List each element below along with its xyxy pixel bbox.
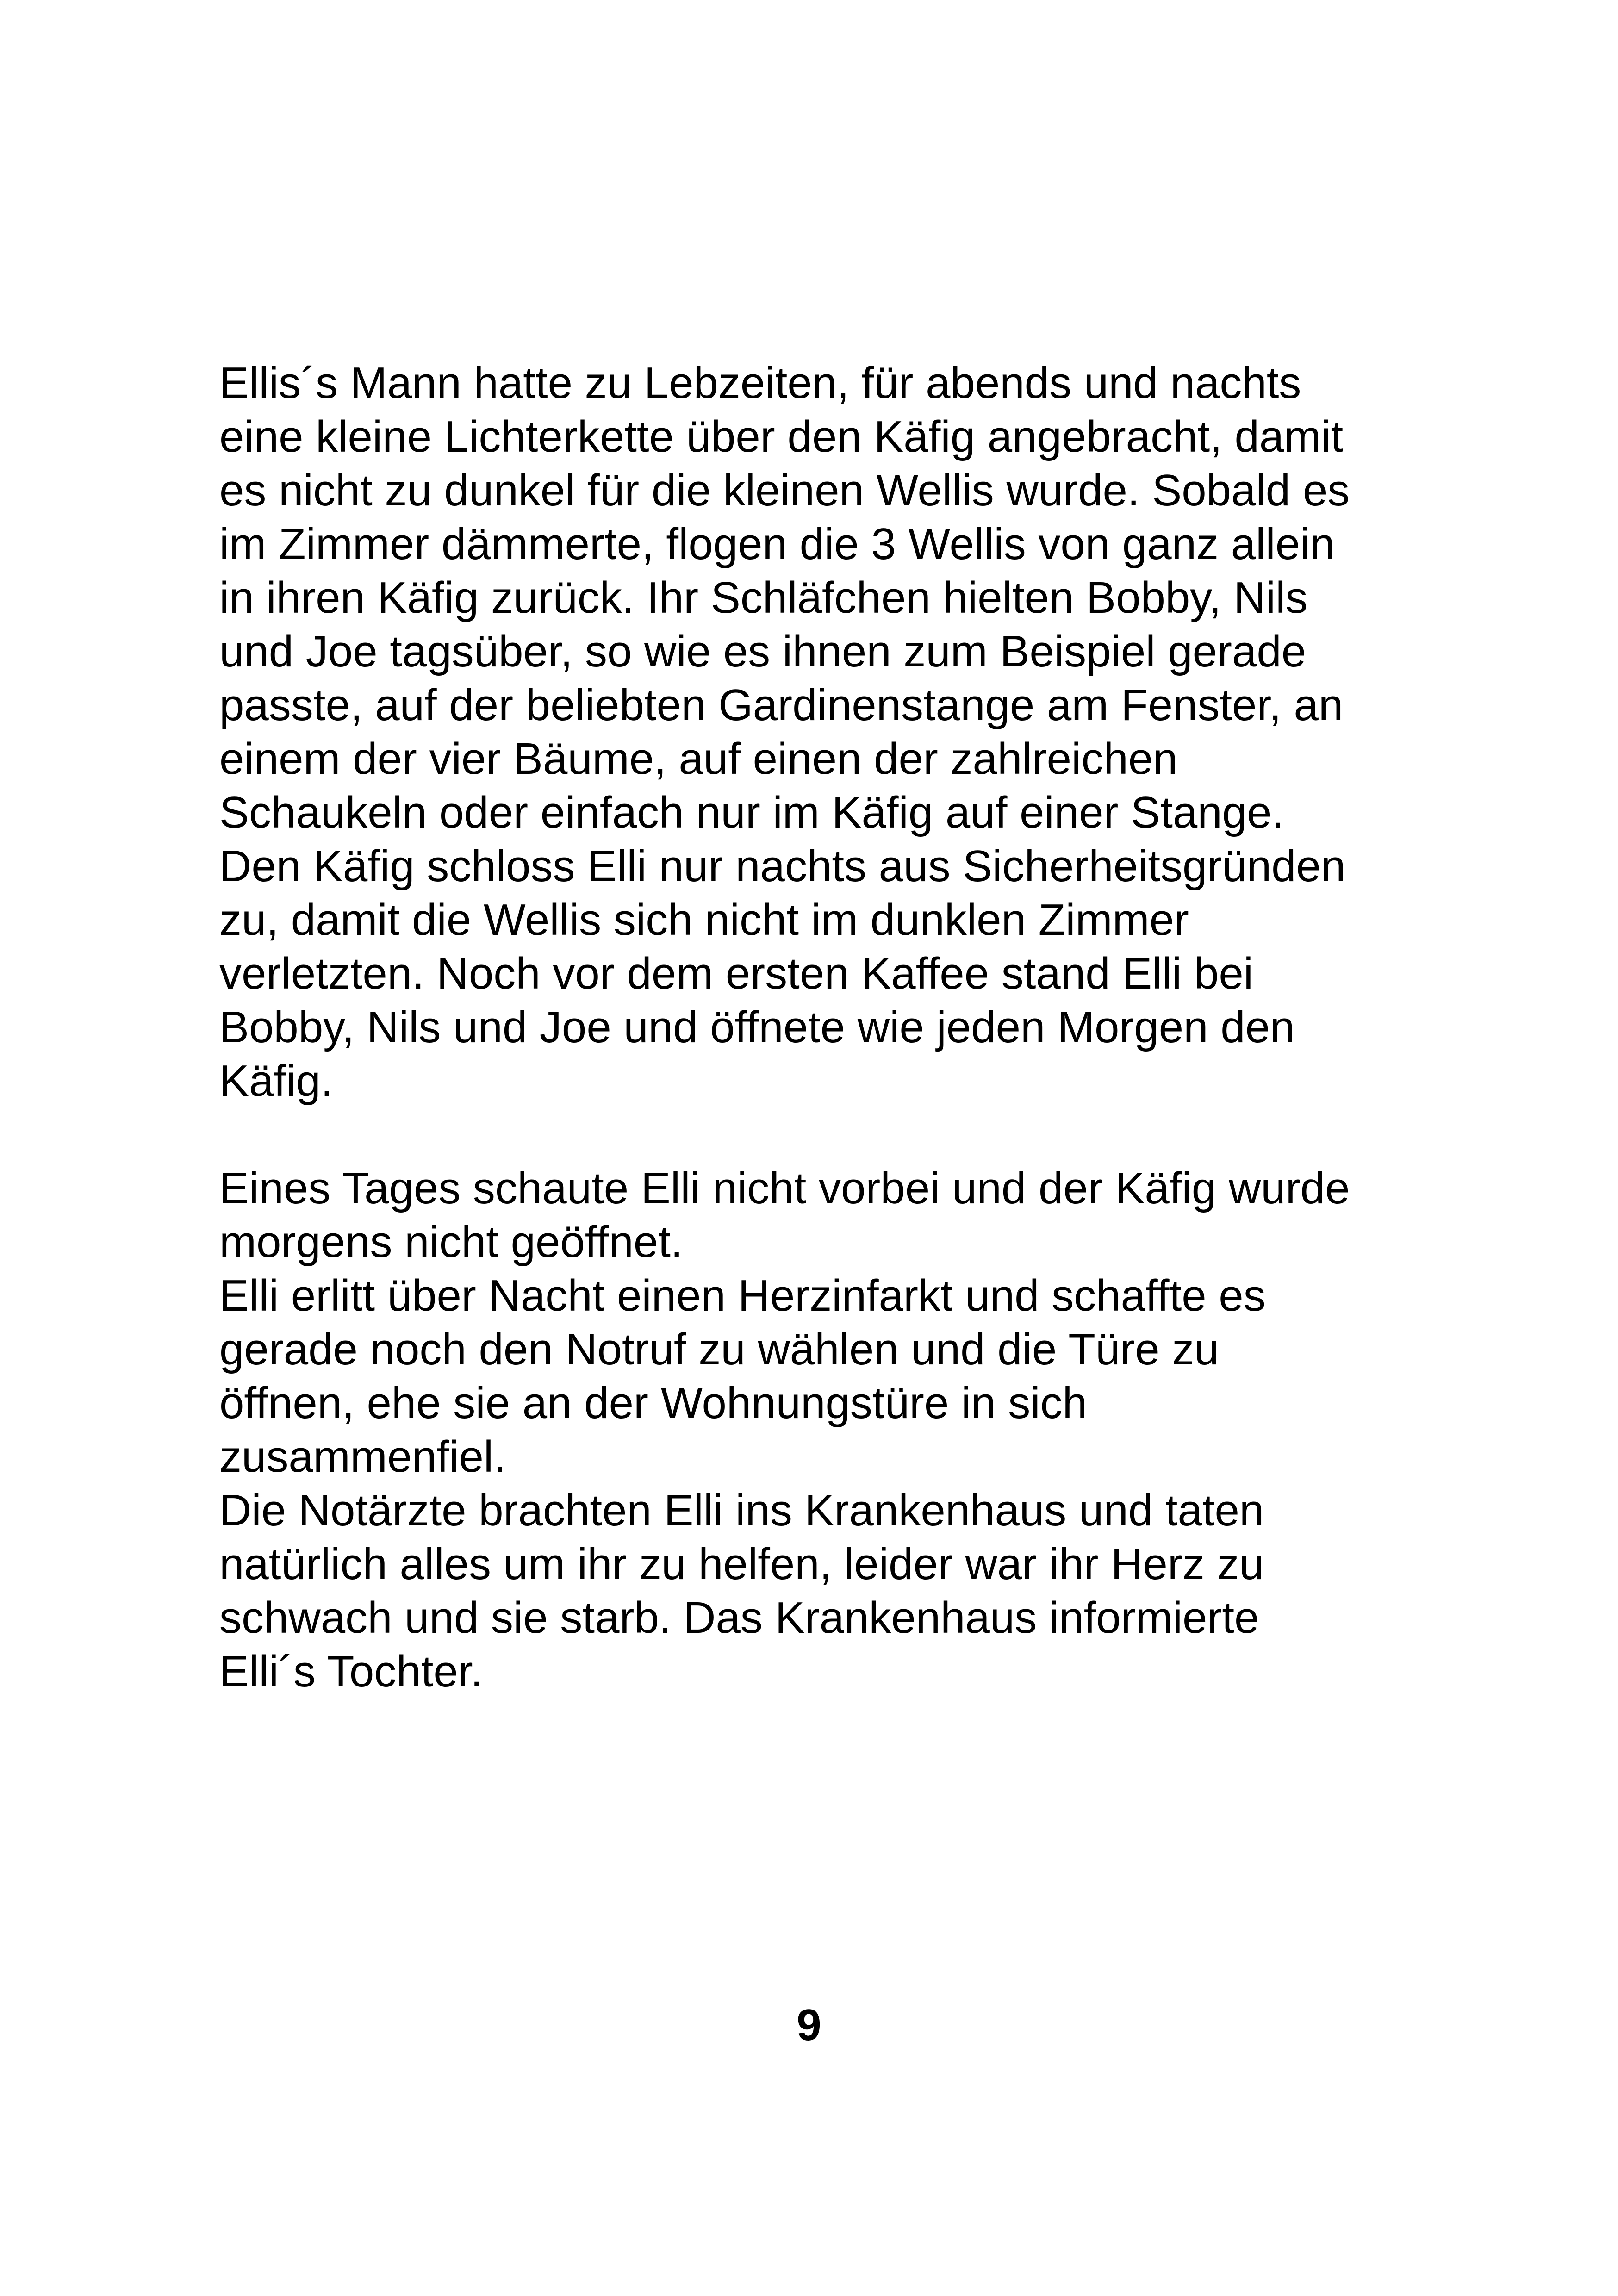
text-line: Bobby, Nils und Joe und öffnete wie jeden Morgen den	[219, 1002, 1295, 1052]
text-line: zusammenfiel.	[219, 1432, 506, 1481]
text-line: Eines Tages schaute Elli nicht vorbei und der Käfig wurde	[219, 1164, 1350, 1213]
text-line: in ihren Käfig zurück. Ihr Schläfchen hielten Bobby, Nils	[219, 573, 1308, 622]
text-line: einem der vier Bäume, auf einen der zahlreichen	[219, 734, 1178, 784]
text-line: passte, auf der beliebten Gardinenstange am Fenster, an	[219, 680, 1344, 730]
text-line: morgens nicht geöffnet.	[219, 1217, 683, 1267]
text-line: Käfig.	[219, 1056, 333, 1106]
text-line: öffnen, ehe sie an der Wohnungstüre in sich	[219, 1378, 1088, 1428]
text-line: schwach und sie starb. Das Krankenhaus informierte	[219, 1593, 1259, 1643]
text-line: Die Notärzte brachten Elli ins Krankenhaus und taten	[219, 1486, 1264, 1535]
text-line: verletzten. Noch vor dem ersten Kaffee stand Elli bei	[219, 949, 1254, 998]
body-text	[219, 356, 1469, 1699]
text-line: Schaukeln oder einfach nur im Käfig auf einer Stange.	[219, 788, 1284, 837]
text-line: Elli´s Tochter.	[219, 1647, 483, 1696]
text-line: im Zimmer dämmerte, flogen die 3 Wellis von ganz allein	[219, 519, 1335, 569]
text-line: und Joe tagsüber, so wie es ihnen zum Beispiel gerade	[219, 627, 1307, 676]
paragraph-spacer	[219, 1108, 1469, 1162]
text-line: es nicht zu dunkel für die kleinen Wellis wurde. Sobald es	[219, 466, 1350, 515]
text-line: natürlich alles um ihr zu helfen, leider war ihr Herz zu	[219, 1539, 1264, 1589]
paragraph-1	[219, 356, 1469, 1108]
text-line: eine kleine Lichterkette über den Käfig angebracht, damit	[219, 412, 1344, 461]
text-line: zu, damit die Wellis sich nicht im dunklen Zimmer	[219, 895, 1189, 945]
text-line: gerade noch den Notruf zu wählen und die Türe zu	[219, 1325, 1219, 1374]
text-line: Elli erlitt über Nacht einen Herzinfarkt und schaffte es	[219, 1271, 1266, 1320]
paragraph-2	[219, 1162, 1469, 1699]
page-number: 9	[797, 2000, 821, 2050]
text-line: Den Käfig schloss Elli nur nachts aus Sicherheitsgründen	[219, 841, 1346, 891]
text-line: Ellis´s Mann hatte zu Lebzeiten, für abends und nachts	[219, 358, 1301, 408]
